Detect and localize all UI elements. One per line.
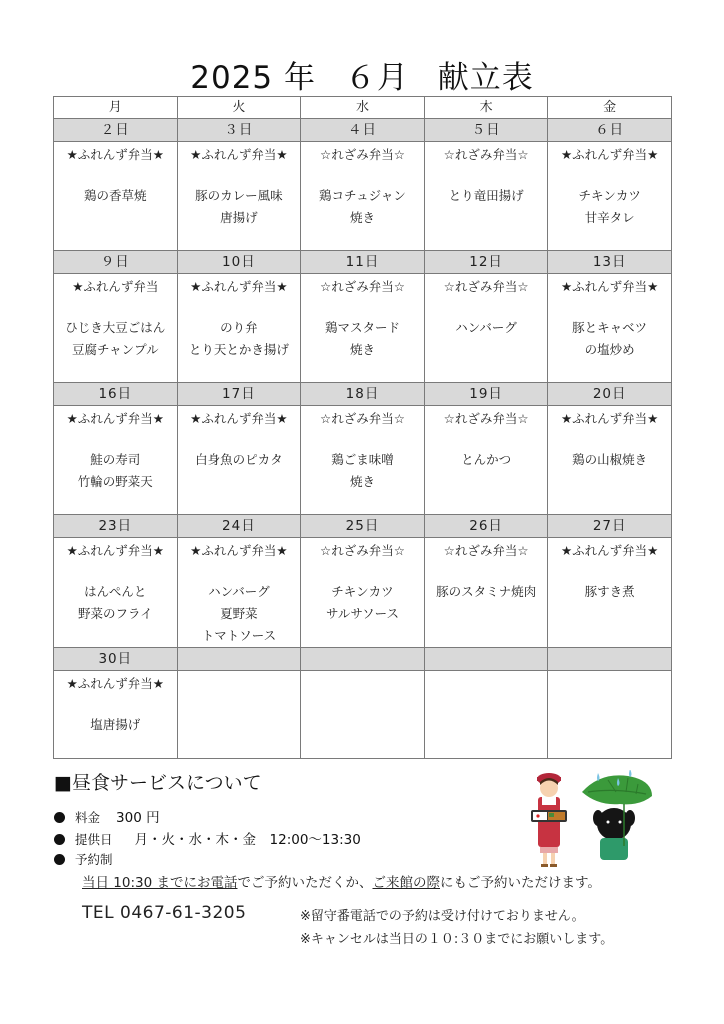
bento-type: ★ふれんず弁当	[72, 279, 159, 294]
dish-name	[425, 581, 548, 603]
menu-cell	[424, 406, 548, 515]
dish-name	[54, 581, 177, 625]
dish-line: チキンカツ	[331, 584, 394, 599]
date-row	[54, 119, 672, 142]
reservation-in-person: ご来館の際	[372, 875, 440, 891]
dish-line: 野菜のフライ	[77, 606, 153, 621]
reservation-label: 予約制	[75, 852, 113, 867]
date-cell: 11日	[301, 251, 425, 274]
dish-line: 白身魚のピカタ	[195, 452, 283, 467]
dish-line: の塩炒め	[584, 342, 635, 357]
menu-cell	[54, 538, 178, 648]
bento-type: ★ふれんず弁当★	[190, 543, 288, 558]
reservation-text: でご予約いただくか、	[237, 875, 373, 891]
date-cell: 24日	[177, 515, 301, 538]
dish-line: 鶏マスタード	[324, 320, 400, 335]
bento-type: ☆れざみ弁当☆	[320, 543, 405, 558]
dish-name	[425, 185, 548, 207]
date-cell: 20日	[548, 383, 672, 406]
dish-line: 竹輪の野菜天	[77, 474, 153, 489]
weekday-mon: 月	[54, 97, 178, 119]
reservation-line	[54, 850, 113, 868]
menu-cell	[548, 142, 672, 251]
weekday-thu: 木	[424, 97, 548, 119]
menu-row	[54, 142, 672, 251]
dish-name	[425, 317, 548, 339]
dish-line: 鶏の香草焼	[84, 188, 147, 203]
dish-line: 豚すき煮	[584, 584, 635, 599]
fee-line	[54, 806, 160, 826]
bento-type: ★ふれんず弁当★	[190, 279, 288, 294]
dish-name	[54, 317, 177, 361]
dish-name	[54, 449, 177, 493]
date-cell	[301, 648, 425, 671]
dish-line: 鶏の山椒焼き	[572, 452, 648, 467]
dish-name	[548, 581, 671, 603]
dish-name	[54, 185, 177, 207]
weekday-header-row	[54, 97, 672, 119]
menu-cell	[301, 538, 425, 648]
dish-line: はんぺんと	[84, 584, 147, 599]
weekday-tue: 火	[177, 97, 301, 119]
menu-cell	[177, 274, 301, 383]
dish-name	[301, 185, 424, 229]
dish-line: とり竜田揚げ	[448, 188, 524, 203]
menu-cell	[177, 538, 301, 648]
menu-cell	[301, 274, 425, 383]
menu-cell	[548, 406, 672, 515]
bento-type: ★ふれんず弁当★	[560, 147, 659, 162]
dish-line: のり弁	[220, 320, 258, 335]
date-cell: 25日	[301, 515, 425, 538]
bento-type: ☆れざみ弁当☆	[320, 147, 405, 162]
dish-name	[301, 581, 424, 625]
dish-name	[548, 449, 671, 471]
dish-name	[178, 449, 301, 471]
dish-line: ひじき大豆ごはん	[65, 320, 166, 335]
dish-line: とんかつ	[461, 452, 512, 467]
menu-cell	[54, 671, 178, 759]
dish-line: 塩唐揚げ	[90, 717, 141, 732]
page-title	[0, 52, 724, 97]
date-row	[54, 251, 672, 274]
dish-name	[178, 581, 301, 647]
note-cancel: ※キャンセルは当日の１０:３０までにお願いします。	[300, 932, 614, 947]
date-cell: 10日	[177, 251, 301, 274]
dish-name	[54, 714, 177, 736]
date-cell: 27日	[548, 515, 672, 538]
weekday-fri: 金	[548, 97, 672, 119]
service-heading: ■昼食サービスについて	[54, 772, 262, 794]
dish-line: 夏野菜	[220, 606, 258, 621]
date-cell: 12日	[424, 251, 548, 274]
dish-line: 鶏コチュジャン	[319, 188, 406, 203]
bento-type: ★ふれんず弁当★	[560, 411, 659, 426]
dish-line: 焼き	[349, 342, 375, 357]
date-cell: ６日	[548, 119, 672, 142]
fee-label: 料金	[75, 810, 101, 825]
date-row	[54, 648, 672, 671]
menu-cell	[54, 142, 178, 251]
title-year: 2025 年	[190, 60, 317, 96]
bento-type: ☆れざみ弁当☆	[443, 147, 529, 162]
dish-line: 焼き	[349, 210, 375, 225]
menu-cell	[301, 671, 425, 759]
menu-row	[54, 274, 672, 383]
weekday-wed: 水	[301, 97, 425, 119]
dish-line: トマトソース	[201, 628, 277, 643]
fee-value: 300 円	[116, 810, 160, 826]
dish-line: 鮭の寿司	[90, 452, 141, 467]
dish-line: 唐揚げ	[220, 210, 258, 225]
dish-line: 豚のスタミナ焼肉	[436, 584, 537, 599]
bento-type: ★ふれんず弁当★	[66, 543, 164, 558]
dish-line: 甘辛タレ	[584, 210, 635, 225]
date-cell	[424, 648, 548, 671]
date-row	[54, 383, 672, 406]
days-line	[54, 828, 361, 848]
bento-type: ☆れざみ弁当☆	[320, 411, 405, 426]
dish-name	[301, 449, 424, 493]
menu-cell	[54, 274, 178, 383]
date-cell: ９日	[54, 251, 178, 274]
date-cell: 16日	[54, 383, 178, 406]
bento-type: ★ふれんず弁当★	[190, 411, 288, 426]
menu-cell	[424, 274, 548, 383]
dish-name	[301, 317, 424, 361]
menu-cell	[548, 274, 672, 383]
dish-name	[548, 185, 671, 229]
date-cell: ４日	[301, 119, 425, 142]
dish-line: 豚のカレー風味	[195, 188, 283, 203]
date-cell: 30日	[54, 648, 178, 671]
dish-line: 鶏ごま味噌	[331, 452, 394, 467]
bento-type: ★ふれんず弁当★	[190, 147, 288, 162]
bento-type: ☆れざみ弁当☆	[443, 543, 529, 558]
dish-name	[425, 449, 548, 471]
dish-name	[178, 185, 301, 229]
dish-line: 焼き	[349, 474, 375, 489]
date-cell: ３日	[177, 119, 301, 142]
bento-type: ★ふれんず弁当★	[66, 676, 164, 691]
menu-cell	[177, 406, 301, 515]
bento-type: ☆れざみ弁当☆	[320, 279, 405, 294]
reservation-phone-deadline: 当日 10:30 までにお電話	[82, 875, 238, 891]
dish-line: 豆腐チャンプル	[71, 342, 159, 357]
bento-type: ☆れざみ弁当☆	[443, 411, 529, 426]
bento-type: ★ふれんず弁当★	[66, 411, 164, 426]
dish-name	[178, 317, 301, 361]
date-cell: 19日	[424, 383, 548, 406]
date-cell	[548, 648, 672, 671]
date-cell: 23日	[54, 515, 178, 538]
bento-server-illustration-icon	[525, 768, 575, 870]
menu-cell	[548, 538, 672, 648]
bento-type: ★ふれんず弁当★	[560, 279, 659, 294]
dish-line: 豚とキャベツ	[572, 320, 648, 335]
bento-type: ☆れざみ弁当☆	[443, 279, 529, 294]
note-answering-machine: ※留守番電話での予約は受け付けておりません。	[300, 909, 585, 924]
bento-type: ★ふれんず弁当★	[560, 543, 659, 558]
dish-line: サルサソース	[325, 606, 399, 621]
bullet-icon	[54, 854, 65, 865]
menu-row	[54, 671, 672, 759]
menu-cell	[424, 671, 548, 759]
dish-line: ハンバーグ	[455, 320, 517, 335]
dish-name	[548, 317, 671, 361]
menu-cell	[177, 671, 301, 759]
menu-table	[53, 96, 672, 759]
title-month: ６月	[344, 60, 409, 96]
menu-cell	[301, 142, 425, 251]
date-cell: ２日	[54, 119, 178, 142]
menu-cell	[548, 671, 672, 759]
menu-row	[54, 406, 672, 515]
dish-line: チキンカツ	[578, 188, 641, 203]
title-label: 献立表	[437, 60, 534, 96]
dish-line: とり天とかき揚げ	[188, 342, 289, 357]
menu-cell	[177, 142, 301, 251]
reservation-detail	[82, 871, 601, 891]
phone-number: TEL 0467-61-3205	[82, 903, 247, 923]
menu-row	[54, 538, 672, 648]
reservation-text-end: にもご予約いただけます。	[440, 875, 601, 891]
date-cell: 18日	[301, 383, 425, 406]
leaf-character-illustration-icon	[580, 770, 655, 865]
date-row	[54, 515, 672, 538]
date-cell: 26日	[424, 515, 548, 538]
menu-cell	[424, 142, 548, 251]
date-cell	[177, 648, 301, 671]
bullet-icon	[54, 834, 65, 845]
date-cell: ５日	[424, 119, 548, 142]
date-cell: 17日	[177, 383, 301, 406]
menu-cell	[424, 538, 548, 648]
bento-type: ★ふれんず弁当★	[66, 147, 164, 162]
days-label: 提供日	[75, 832, 113, 847]
menu-cell	[54, 406, 178, 515]
days-value: 月・火・水・木・金 12:00〜13:30	[134, 832, 361, 848]
date-cell: 13日	[548, 251, 672, 274]
dish-line: ハンバーグ	[208, 584, 270, 599]
bullet-icon	[54, 812, 65, 823]
menu-cell	[301, 406, 425, 515]
